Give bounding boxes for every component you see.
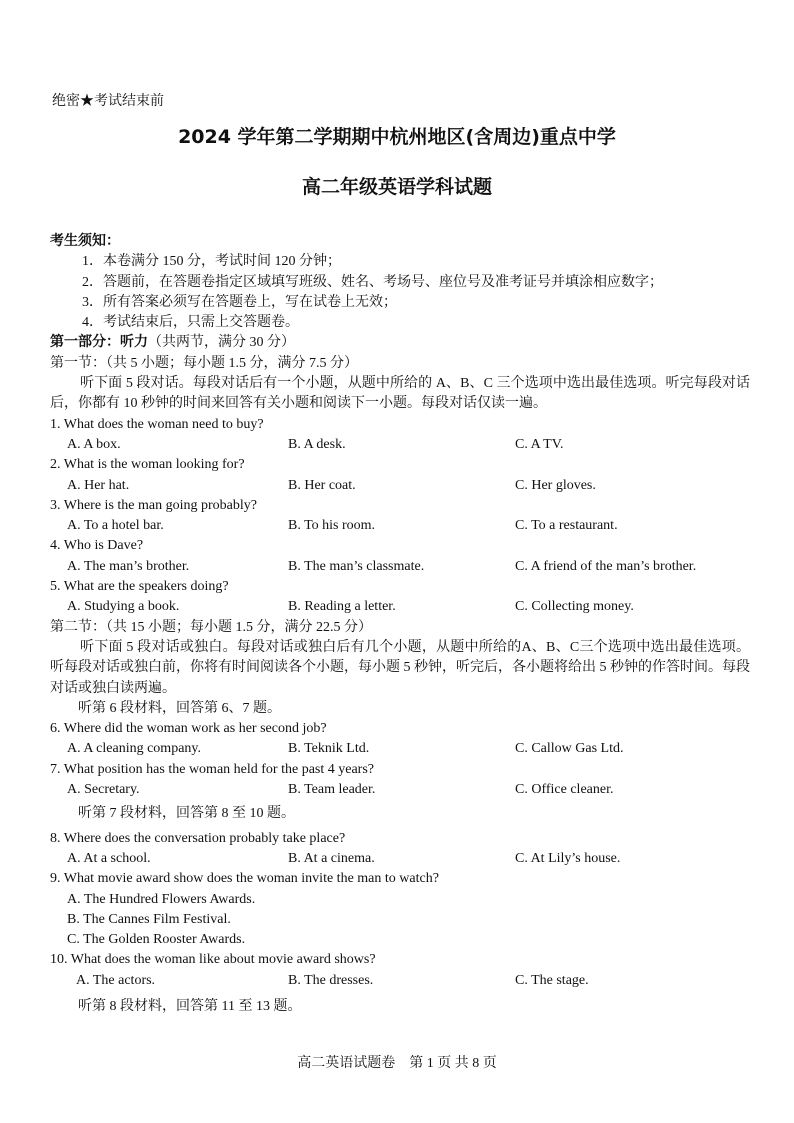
option-b: B. Team leader. <box>288 782 376 798</box>
page-footer: 高二英语试题卷 第 1 页 共 8 页 <box>297 1056 497 1071</box>
passage-7-note: 听第 7 段材料，回答第 8 至 10 题。 <box>78 806 295 822</box>
option-b: B. A desk. <box>288 436 346 452</box>
question-8: 8. Where does the conversation probably take place? <box>50 830 346 846</box>
section1-instructions: 听下面 5 段对话。每段对话后有一个小题，从题中所给的 A、B、C 三个选项中选出最佳选项。听完每段对话后，你都有 10 秒钟的时间来回答有关小题和阅读下一小题。每段对话仅读一遍。 <box>50 376 750 412</box>
question-5: 5. What are the speakers doing? <box>50 579 229 595</box>
option-c: C. Office cleaner. <box>515 782 614 798</box>
question-5-options <box>50 597 750 617</box>
confidential-label: 绝密★考试结束前 <box>52 94 164 109</box>
section1-title: 第一节：（共 5 小题；每小题 1.5 分，满分 7.5 分） <box>50 355 358 371</box>
part1-heading <box>50 333 750 353</box>
question-10-options <box>50 971 750 991</box>
question-2-options <box>50 476 750 496</box>
option-c: C. The Golden Rooster Awards. <box>67 932 246 948</box>
option-c: C. Collecting money. <box>515 599 634 615</box>
option-c: C. Her gloves. <box>515 477 596 493</box>
question-6-options <box>50 739 750 759</box>
notice-item: 3．所有答案必须写在答题卷上，写在试卷上无效； <box>82 294 397 310</box>
option-c: C. A TV. <box>515 436 564 452</box>
option-b: B. Teknik Ltd. <box>288 741 370 757</box>
option-c: C. To a restaurant. <box>515 518 618 534</box>
question-7-options <box>50 780 750 800</box>
option-c: C. A friend of the man’s brother. <box>515 558 697 574</box>
exam-title: 2024 学年第二学期期中杭州地区(含周边)重点中学 <box>178 126 616 148</box>
notice-item: 4．考试结束后，只需上交答题卷。 <box>82 315 299 331</box>
notice-item: 2．答题前，在答题卷指定区域填写班级、姓名、考场号、座位号及准考证号并填涂相应数字； <box>82 274 663 290</box>
question-9: 9. What movie award show does the woman invite the man to watch? <box>50 871 439 887</box>
notice-item: 1．本卷满分 150 分，考试时间 120 分钟； <box>82 254 341 270</box>
question-7: 7. What position has the woman held for the past 4 years? <box>50 761 374 777</box>
exam-subtitle: 高二年级英语学科试题 <box>301 176 492 198</box>
exam-body <box>50 232 750 1017</box>
part1-title: 第一部分：听力 <box>50 335 148 351</box>
option-b: B. At a cinema. <box>288 850 375 866</box>
question-8-options <box>50 849 750 869</box>
notice-heading: 考生须知： <box>50 234 120 249</box>
option-b: B. The Cannes Film Festival. <box>67 911 231 927</box>
question-10: 10. What does the woman like about movie award shows? <box>50 952 376 968</box>
option-a: A. The man’s brother. <box>67 558 190 574</box>
part1-title-suffix: （共两节，满分 30 分） <box>148 335 295 351</box>
question-1: 1. What does the woman need to buy? <box>50 416 264 432</box>
option-b: B. The man’s classmate. <box>288 558 425 574</box>
option-b: B. Reading a letter. <box>288 599 396 615</box>
question-4: 4. Who is Dave? <box>50 538 144 554</box>
section2-instructions: 听下面 5 段对话或独白。每段对话或独白后有几个小题，从题中所给的A、B、C三个选项中选出最佳选项。听每段对话或独白前，你将有时间阅读各个小题，每小题 5 秒钟，听完后，各小题将给出 5 秒钟的作答时间。每段对话或独白读两遍。 <box>50 639 750 696</box>
option-b: B. Her coat. <box>288 477 356 493</box>
option-b: B. The dresses. <box>288 972 374 988</box>
option-a: A. A box. <box>67 436 121 452</box>
question-3: 3. Where is the man going probably? <box>50 497 257 513</box>
question-2: 2. What is the woman looking for? <box>50 457 245 473</box>
passage-6-note: 听第 6 段材料，回答第 6、7 题。 <box>78 700 281 716</box>
question-3-options <box>50 516 750 536</box>
option-c: C. At Lily’s house. <box>515 850 621 866</box>
passage-8-note: 听第 8 段材料，回答第 11 至 13 题。 <box>78 998 302 1014</box>
question-1-options <box>50 435 750 455</box>
option-c: C. The stage. <box>515 972 589 988</box>
option-b: B. To his room. <box>288 518 376 534</box>
option-a: A. Studying a book. <box>67 599 180 615</box>
question-4-options <box>50 557 750 577</box>
option-a: A. A cleaning company. <box>67 741 202 757</box>
option-a: A. To a hotel bar. <box>67 518 164 534</box>
option-a: A. At a school. <box>67 850 151 866</box>
option-a: A. Secretary. <box>67 782 140 798</box>
option-a: A. The actors. <box>76 972 156 988</box>
option-a: A. Her hat. <box>67 477 130 493</box>
section2-title: 第二节：（共 15 小题；每小题 1.5 分，满分 22.5 分） <box>50 619 372 635</box>
option-a: A. The Hundred Flowers Awards. <box>67 891 256 907</box>
question-6: 6. Where did the woman work as her second job? <box>50 721 327 737</box>
option-c: C. Callow Gas Ltd. <box>515 741 624 757</box>
